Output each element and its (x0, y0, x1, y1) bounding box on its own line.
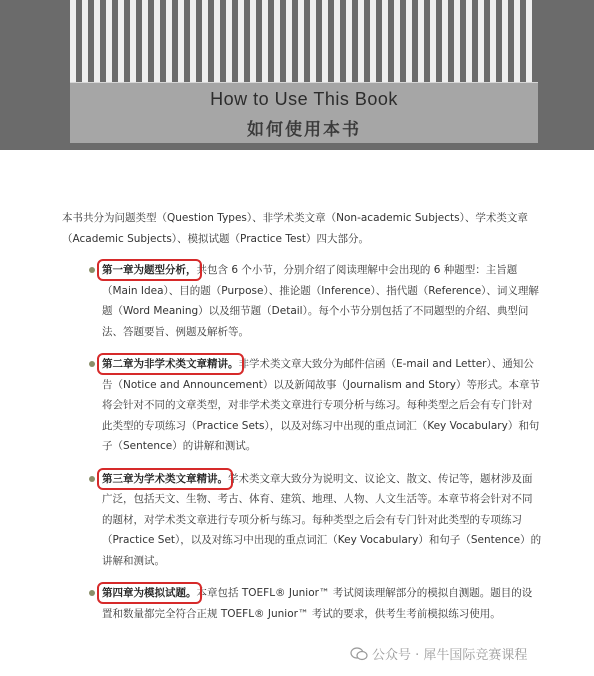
title-chinese: 如何使用本书 (247, 120, 361, 140)
stripe-pattern (70, 0, 538, 82)
watermark-text: 公众号 · 犀牛国际竞赛课程 (372, 648, 528, 663)
section-chapter-4 (62, 583, 542, 624)
bullet-icon (89, 267, 95, 273)
chapter-title: 第四章为模拟试题。 (102, 587, 197, 599)
chapter-description: 非学术类文章大致分为邮件信函（E-mail and Letter）、通知公告（Notice and Announcement）以及新闻故事（Journalism and Story）等形式。本章节将会针对不同的文章类型，对非学术类文章进行专项分析与练习。每种类型之后会有专门针对此类型的专项练习（Practice Sets），以及对练习中出现的重点词汇（Key Vocabulary）和句子（Sentence）的讲解和测试。 (102, 358, 540, 452)
chapter-title: 第三章为学术类文章精讲。 (102, 472, 228, 485)
chapter-description: 共包含 6 个小节，分别介绍了阅读理解中会出现的 6 种题型：主旨题（Main Idea）、目的题（Purpose）、推论题（Inference）、指代题（Reference）、词义理解题（Word Meaning）以及细节题（Detail）。每个小节分别包括了不同题型的介绍、典型问法、答题要旨、例题及解析等。 (102, 264, 539, 338)
section-chapter-3 (62, 469, 542, 572)
title-english: How to Use This Book (210, 89, 398, 109)
chapter-title: 第二章为非学术类文章精讲。 (102, 358, 239, 370)
page-body (62, 208, 542, 636)
bullet-icon (89, 361, 95, 367)
bullet-icon (89, 476, 95, 482)
chapter-title: 第一章为题型分析， (102, 264, 197, 276)
chapter-description: 学术类文章大致分为说明文、议论文、散文、传记等，题材涉及面广泛，包括天文、生物、考古、体育、建筑、地理、人物、人文生活等。本章节将会针对不同的题材，对学术类文章进行专项分析与练习。每种类型之后会有专门针对此类型的专项练习（Practice Set），以及对练习中出现的重点词汇（Key Vocabulary）和句子（Sentence）的讲解和测试。 (102, 472, 542, 567)
title-band (70, 82, 538, 143)
wechat-icon (350, 647, 368, 661)
intro-paragraph: 本书共分为问题类型（Question Types）、非学术类文章（Non-academic Subjects）、学术类文章（Academic Subjects）、模拟试题（Practice Test）四大部分。 (62, 212, 528, 245)
section-chapter-1 (62, 260, 542, 342)
bullet-icon (89, 590, 95, 596)
watermark (350, 644, 527, 663)
chapter-description: 本章包括 TOEFL® Junior™ 考试阅读理解部分的模拟自测题。题目的设置和数量都完全符合正规 TOEFL® Junior™ 考试的要求，供考生考前模拟练习使用。 (102, 587, 533, 620)
header-banner (0, 0, 594, 150)
section-chapter-2 (62, 354, 542, 457)
